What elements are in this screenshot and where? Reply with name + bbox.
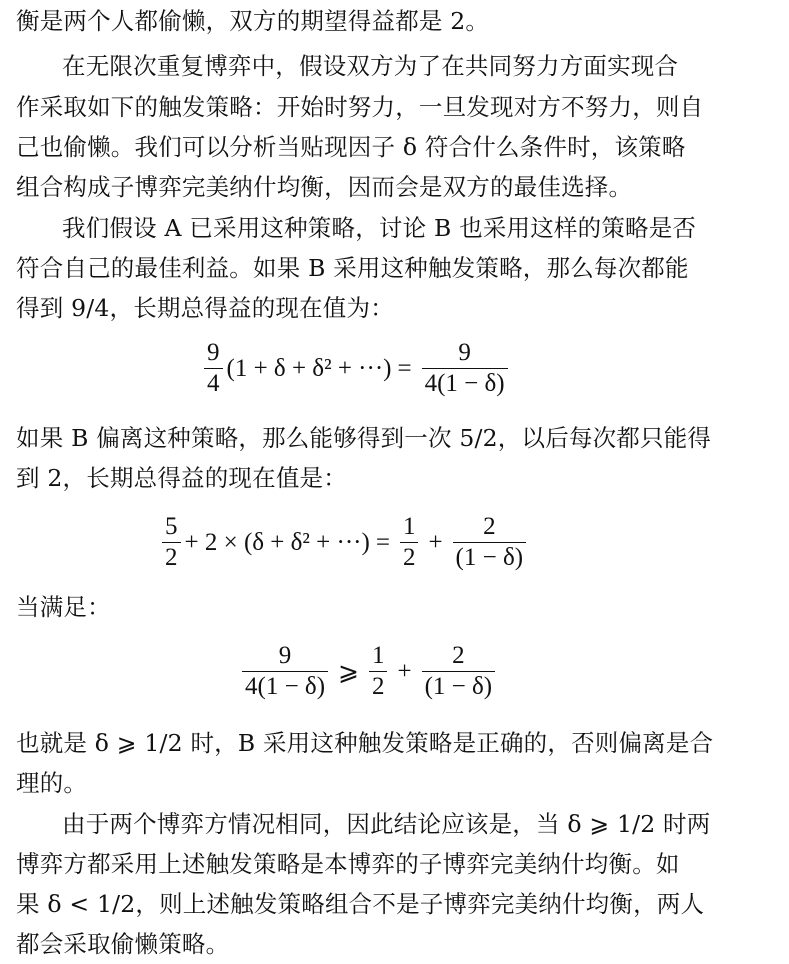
fraction-nine-fourths (204, 340, 223, 397)
numerator: 9 (207, 339, 220, 366)
text-line-12: 也就是 δ ⩾ 1/2 时，B 采用这种触发策略是正确的，否则偏离是合 (16, 729, 714, 757)
fraction-one-half (400, 514, 419, 571)
fraction-result (422, 340, 508, 397)
numerator: 9 (458, 339, 471, 366)
geometric-series: (1 + δ + δ² + ···) (226, 354, 392, 382)
equals-sign: = (375, 528, 390, 556)
text-line-3: 作采取如下的触发策略：开始时努力，一旦发现对方不努力，则自 (16, 93, 704, 121)
denominator: 4(1 − δ) (242, 671, 328, 700)
formula-inequality-condition (238, 643, 499, 700)
denominator: (1 − δ) (453, 542, 527, 571)
fraction-one-half (369, 643, 388, 700)
plus-sign: + (397, 657, 412, 685)
condition-intro: 当满足： (16, 593, 111, 621)
text-line-7: 符合自己的最佳利益。如果 B 采用这种触发策略，那么每次都能 (16, 254, 689, 282)
fraction-two-over (453, 514, 527, 571)
text-line-1: 衡是两个人都偷懒，双方的期望得益都是 2。 (16, 7, 490, 35)
denominator: 4(1 − δ) (422, 368, 508, 397)
text-line-5: 组合构成子博弈完美纳什均衡，因而会是双方的最佳选择。 (16, 173, 633, 201)
text-line-17: 都会采取偷懒策略。 (16, 930, 230, 958)
denominator: 2 (162, 542, 181, 571)
fraction-two-over (422, 643, 496, 700)
text-line-15: 博弈方都采用上述触发策略是本博弈的子博弈完美纳什均衡。如 (16, 850, 680, 878)
denominator: 2 (400, 542, 419, 571)
denominator: (1 − δ) (422, 671, 496, 700)
paragraph-start-conclusion: 由于两个博弈方情况相同，因此结论应该是，当 δ ⩾ 1/2 时两 (62, 810, 711, 838)
numerator: 1 (402, 513, 416, 540)
numerator: 9 (278, 642, 292, 669)
formula-present-value-deviate (158, 514, 530, 571)
text-line-10: 到 2，长期总得益的现在值是： (16, 464, 347, 492)
series-term: + 2 × (δ + δ² + ···) (184, 528, 370, 556)
denominator: 2 (369, 671, 388, 700)
text-line-16: 果 δ < 1/2，则上述触发策略组合不是子博弈完美纳什均衡，两人 (16, 890, 705, 918)
paragraph-start-repeated-game: 在无限次重复博弈中，假设双方为了在共同努力方面实现合 (62, 52, 679, 80)
denominator: 4 (204, 368, 223, 397)
text-line-4: 己也偷懒。我们可以分析当贴现因子 δ 符合什么条件时，该策略 (16, 133, 686, 161)
text-line-8: 得到 9/4，长期总得益的现在值为： (16, 294, 394, 322)
paragraph-start-assume-a: 我们假设 A 已采用这种策略，讨论 B 也采用这样的策略是否 (62, 214, 697, 242)
paragraph-start-b-deviates: 如果 B 偏离这种策略，那么能够得到一次 5/2，以后每次都只能得 (16, 424, 712, 452)
plus-sign: + (428, 528, 443, 556)
numerator: 5 (165, 513, 178, 540)
text-line-13: 理的。 (16, 769, 88, 797)
fraction-five-halves (162, 514, 181, 571)
equals-sign: = (397, 354, 412, 382)
numerator: 2 (452, 642, 465, 669)
numerator: 2 (483, 513, 496, 540)
formula-present-value-cooperate (200, 340, 512, 397)
fraction-cooperate-value (242, 643, 328, 700)
numerator: 1 (371, 642, 385, 669)
greater-equal-sign: ⩾ (338, 658, 359, 686)
